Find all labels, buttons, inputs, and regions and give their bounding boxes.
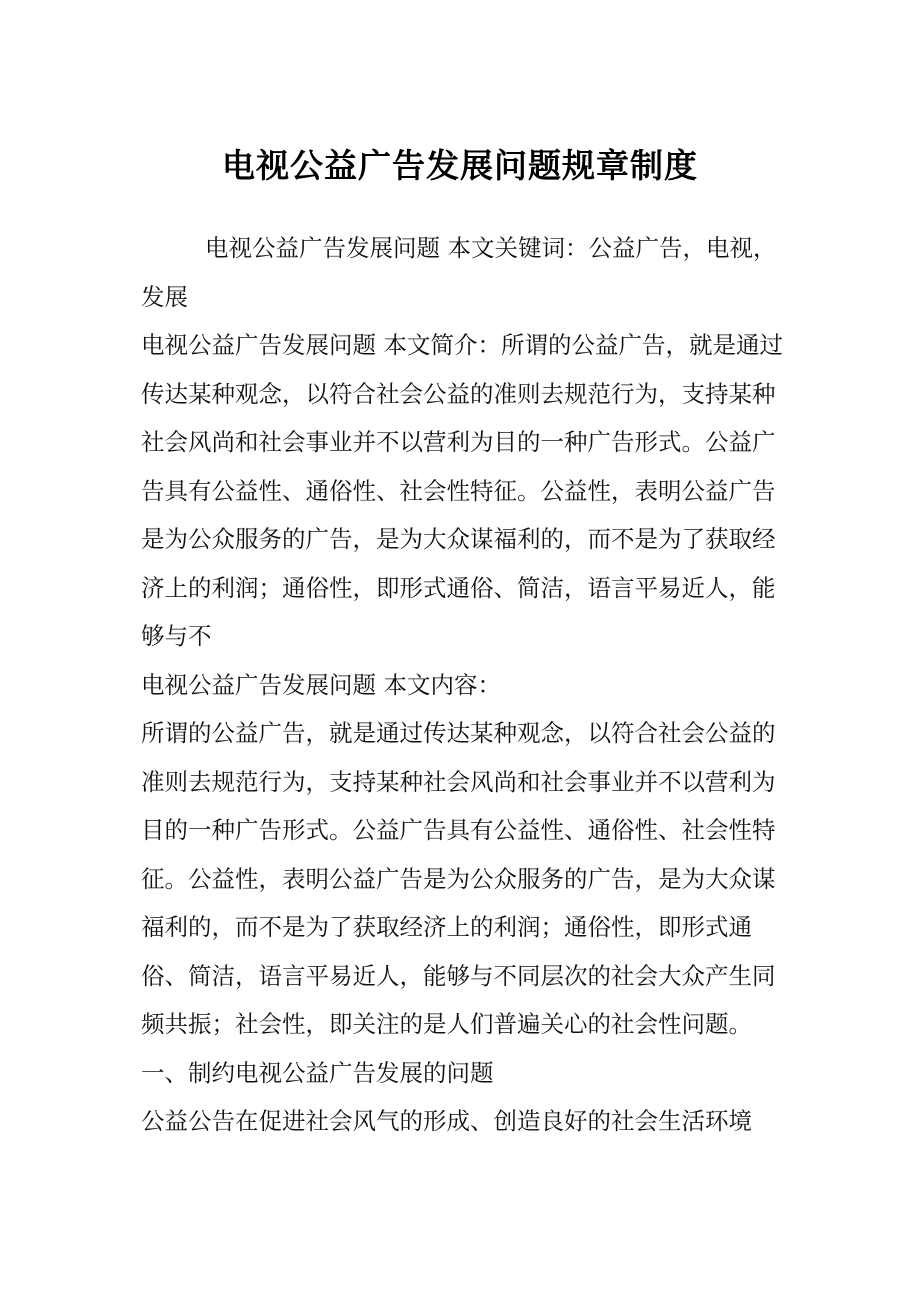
document-title: 电视公益广告发展问题规章制度 xyxy=(222,146,698,185)
section-heading: 一、制约电视公益广告发展的问题 xyxy=(141,1058,494,1087)
paragraph-section-text: 公益公告在促进社会风气的形成、创造良好的社会生活环境 xyxy=(141,1107,752,1135)
document-body xyxy=(141,224,791,1146)
paragraph-keywords: 电视公益广告发展问题 本文关键词：公益广告，电视，发展 xyxy=(141,234,777,311)
paragraph-summary: 电视公益广告发展问题 本文简介：所谓的公益广告，就是通过传达某种观念，以符合社会公益的准则去规范行为，支持某种社会风尚和社会事业并不以营利为目的一种广告形式。公益广告具有公益性、通俗性、社会性特征。公益性，表明公益广告是为公众服务的广告，是为大众谋福利的，而不是为了获取经济上的利润；通俗性，即形式通俗、简洁，语言平易近人，能够与不 xyxy=(141,331,783,650)
paragraph-content-label: 电视公益广告发展问题 本文内容： xyxy=(141,670,501,699)
paragraph-content: 所谓的公益广告，就是通过传达某种观念，以符合社会公益的准则去规范行为，支持某种社会风尚和社会事业并不以营利为目的一种广告形式。公益广告具有公益性、通俗性、社会性特征。公益性，表明公益广告是为公众服务的广告，是为大众谋福利的，而不是为了获取经济上的利润；通俗性，即形式通俗、简洁，语言平易近人，能够与不同层次的社会大众产生同频共振；社会性，即关注的是人们普遍关心的社会性问题。 xyxy=(141,719,776,1038)
